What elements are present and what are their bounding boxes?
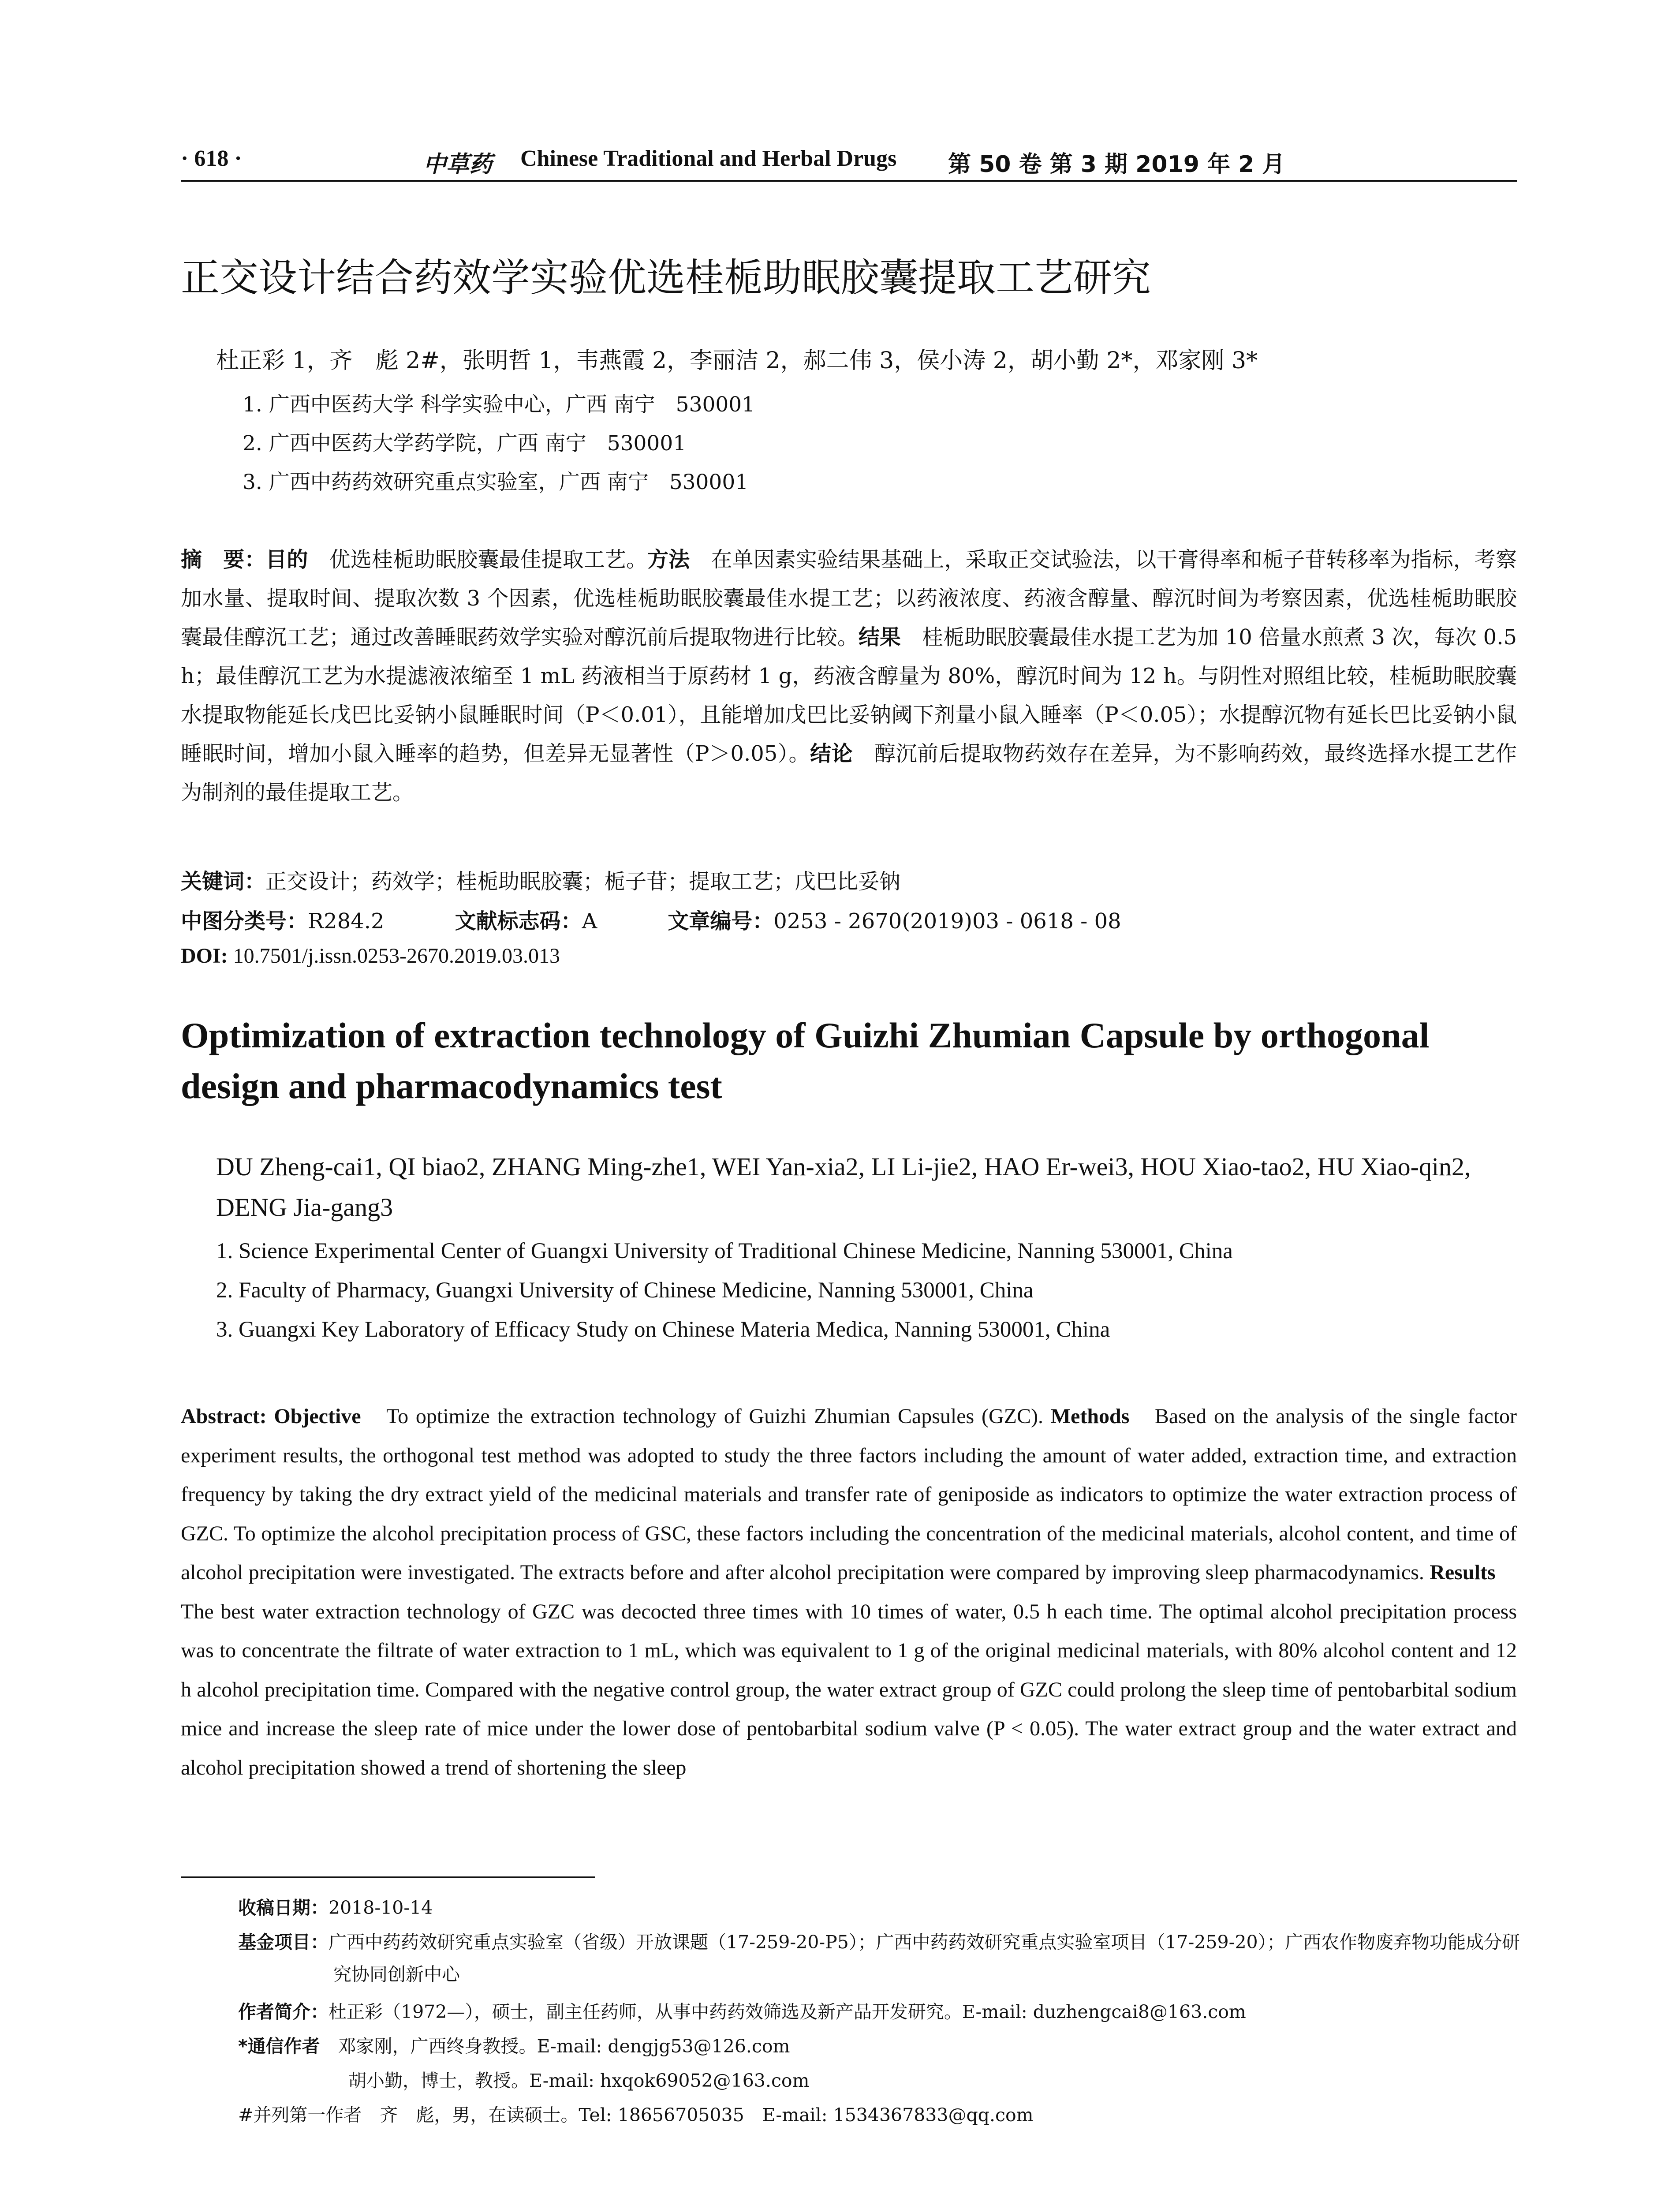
affiliation-cn-2: 2. 广西中医药大学药学院，广西 南宁 530001: [243, 431, 687, 456]
footnote-received: [238, 1892, 1517, 1924]
author-bio-value: 杜正彩（1972—），硕士，副主任药师，从事中药药效筛选及新产品开发研究。E-mail: duzhengcai8@163.com: [329, 2001, 1246, 2022]
footnote-corresponding: [238, 2030, 1517, 2063]
affiliation-cn-1: 1. 广西中医药大学 科学实验中心，广西 南宁 530001: [243, 392, 755, 417]
keywords-cn-text: 正交设计；药效学；桂栀助眠胶囊；栀子苷；提取工艺；戊巴比妥钠: [265, 869, 901, 894]
abstract-cn: [181, 540, 1517, 812]
clc-label: 中图分类号：: [181, 909, 308, 934]
affiliation-en-2: 2. Faculty of Pharmacy, Guangxi University of Chinese Medicine, Nanning 530001, China: [216, 1278, 1034, 1303]
authors-cn: 杜正彩 1，齐 彪 2#，张明哲 1，韦燕霞 2，李丽洁 2，郝二伟 3，侯小涛 2，胡小勤 2*，邓家刚 3*: [216, 348, 1258, 374]
author-bio-label: 作者简介：: [238, 2001, 329, 2022]
doi-line: [181, 944, 560, 968]
abstract-en-methods: Based on the analysis of the single factor experiment results, the orthogonal test method was adopted to study the three factors including the amount of water added, extraction time, and extraction frequency by taking the dry extract yield of the medicinal materials and transfer rate of geniposide as indicators to optimize the water extraction process of GZC. To optimize the alcohol precipitation process of GSC, these factors including the concentration of the medicinal materials, alcohol content, and time of alcohol precipitation were investigated. The extracts before and after alcohol precipitation were compared by improving sleep pharmacodynamics.: [181, 1405, 1517, 1584]
clc-value: R284.2: [308, 909, 385, 934]
received-value: 2018-10-14: [329, 1897, 433, 1918]
corresponding-label: *通信作者: [238, 2036, 320, 2057]
abstract-cn-label: 摘 要：: [181, 547, 266, 572]
fund-label: 基金项目：: [238, 1932, 329, 1953]
doc-code-value: A: [582, 909, 597, 934]
doi-label: DOI:: [181, 944, 228, 968]
abstract-en-objective: To optimize the extraction technology of Guizhi Zhumian Capsules (GZC).: [361, 1405, 1051, 1428]
footnote-rule: [181, 1876, 595, 1878]
abstract-en-label: Abstract: Objective: [181, 1405, 361, 1428]
keywords-cn: [181, 864, 900, 895]
article-number-label: 文章编号：: [668, 909, 774, 934]
received-label: 收稿日期：: [238, 1897, 329, 1918]
footnote-cofirst: #并列第一作者 齐 彪，男，在读硕士。Tel: 18656705035 E-mail: 1534367833@qq.com: [238, 2104, 1034, 2126]
classification-line: [181, 904, 1121, 934]
authors-en: DU Zheng-cai1, QI biao2, ZHANG Ming-zhe1, WEI Yan-xia2, LI Li-jie2, HAO Er-wei3, HOU Xiao-tao2, HU Xiao-qin2, DENG Jia-gang3: [216, 1152, 1471, 1222]
journal-name-cn: 中草药: [423, 151, 493, 178]
abstract-cn-methods-label: 方法: [647, 547, 690, 572]
abstract-cn-methods: 在单因素实验结果基础上，采取正交试验法，以干膏得率和栀子苷转移率为指标，考察加水量、提取时间、提取次数 3 个因素，优选桂栀助眠胶囊最佳水提工艺；以药液浓度、药液含醇量、醇沉时间为考察因素，优选桂栀助眠胶囊最佳醇沉工艺；通过改善睡眠药效学实验对醇沉前后提取物进行比较。: [181, 547, 1517, 650]
article-number-value: 0253 - 2670(2019)03 - 0618 - 08: [773, 909, 1121, 934]
affiliation-cn-3: 3. 广西中药药效研究重点实验室，广西 南宁 530001: [243, 470, 749, 494]
title-cn: 正交设计结合药效学实验优选桂栀助眠胶囊提取工艺研究: [181, 255, 1151, 300]
footnote-author: [238, 1996, 1517, 2028]
journal-issue: 第 50 卷 第 3 期 2019 年 2 月: [948, 151, 1285, 178]
abstract-cn-results: 桂栀助眠胶囊最佳水提工艺为加 10 倍量水煎煮 3 次，每次 0.5 h；最佳醇沉工艺为水提滤液浓缩至 1 mL 药液相当于原药材 1 g，药液含醇量为 80%，醇沉时间为 12 h。与阴性对照组比较，桂栀助眠胶囊水提取物能延长戊巴比妥钠小鼠睡眠时间（P＜0.01），且能增加戊巴比妥钠阈下剂量小鼠入睡率（P＜0.05）；水提醇沉物有延长巴比妥钠小鼠睡眠时间，增加小鼠入睡率的趋势，但差异无显著性（P＞0.05）。: [181, 625, 1517, 766]
abstract-en-methods-label: Methods: [1050, 1405, 1130, 1428]
footnote-fund: [238, 1926, 1524, 1991]
title-en: Optimization of extraction technology of Guizhi Zhumian Capsule by orthogonal design and pharmacodynamics test: [181, 1015, 1430, 1106]
abstract-cn-conclusion: 醇沉前后提取物药效存在差异，为不影响药效，最终选择水提工艺作为制剂的最佳提取工艺。: [181, 741, 1517, 805]
abstract-en-results-label: Results: [1430, 1561, 1496, 1584]
footnote-corresponding-2: 胡小勤，博士，教授。E-mail: hxqok69052@163.com: [348, 2070, 810, 2091]
keywords-cn-label: 关键词：: [181, 869, 266, 894]
journal-name-en: Chinese Traditional and Herbal Drugs: [520, 146, 897, 171]
page-number: · 618 ·: [181, 146, 242, 171]
affiliation-en-1: 1. Science Experimental Center of Guangxi University of Traditional Chinese Medicine, Nanning 530001, China: [216, 1239, 1233, 1263]
abstract-en-results: The best water extraction technology of GZC was decocted three times with 10 times of water, 0.5 h each time. The optimal alcohol precipitation process was to concentrate the filtrate of water extraction to 1 mL, which was equivalent to 1 g of the original medicinal materials, with 80% alcohol content and 12 h alcohol precipitation time. Compared with the negative control group, the water extract group of GZC could prolong the sleep time of pentobarbital sodium mice and increase the sleep rate of mice under the lower dose of pentobarbital sodium valve (P < 0.05). The water extract group and the water extract and alcohol precipitation showed a trend of shortening the sleep: [181, 1561, 1517, 1779]
affiliation-en-3: 3. Guangxi Key Laboratory of Efficacy Study on Chinese Materia Medica, Nanning 530001, China: [216, 1317, 1110, 1342]
doi-value: 10.7501/j.issn.0253-2670.2019.03.013: [233, 944, 560, 968]
abstract-cn-objective: 优选桂栀助眠胶囊最佳提取工艺。: [308, 547, 648, 572]
abstract-cn-conclusion-label: 结论: [810, 741, 853, 766]
abstract-en: [181, 1397, 1517, 1787]
corresponding-1: 邓家刚，广西终身教授。E-mail: dengjg53@126.com: [320, 2036, 790, 2057]
fund-value: 广西中药药效研究重点实验室（省级）开放课题（17-259-20-P5）；广西中药药效研究重点实验室项目（17-259-20）；广西农作物废弃物功能成分研究协同创新中心: [329, 1932, 1520, 1985]
doc-code-label: 文献标志码：: [455, 909, 582, 934]
abstract-cn-objective-label: 目的: [265, 547, 308, 572]
header-rule: [181, 180, 1517, 182]
abstract-cn-results-label: 结果: [858, 625, 901, 650]
